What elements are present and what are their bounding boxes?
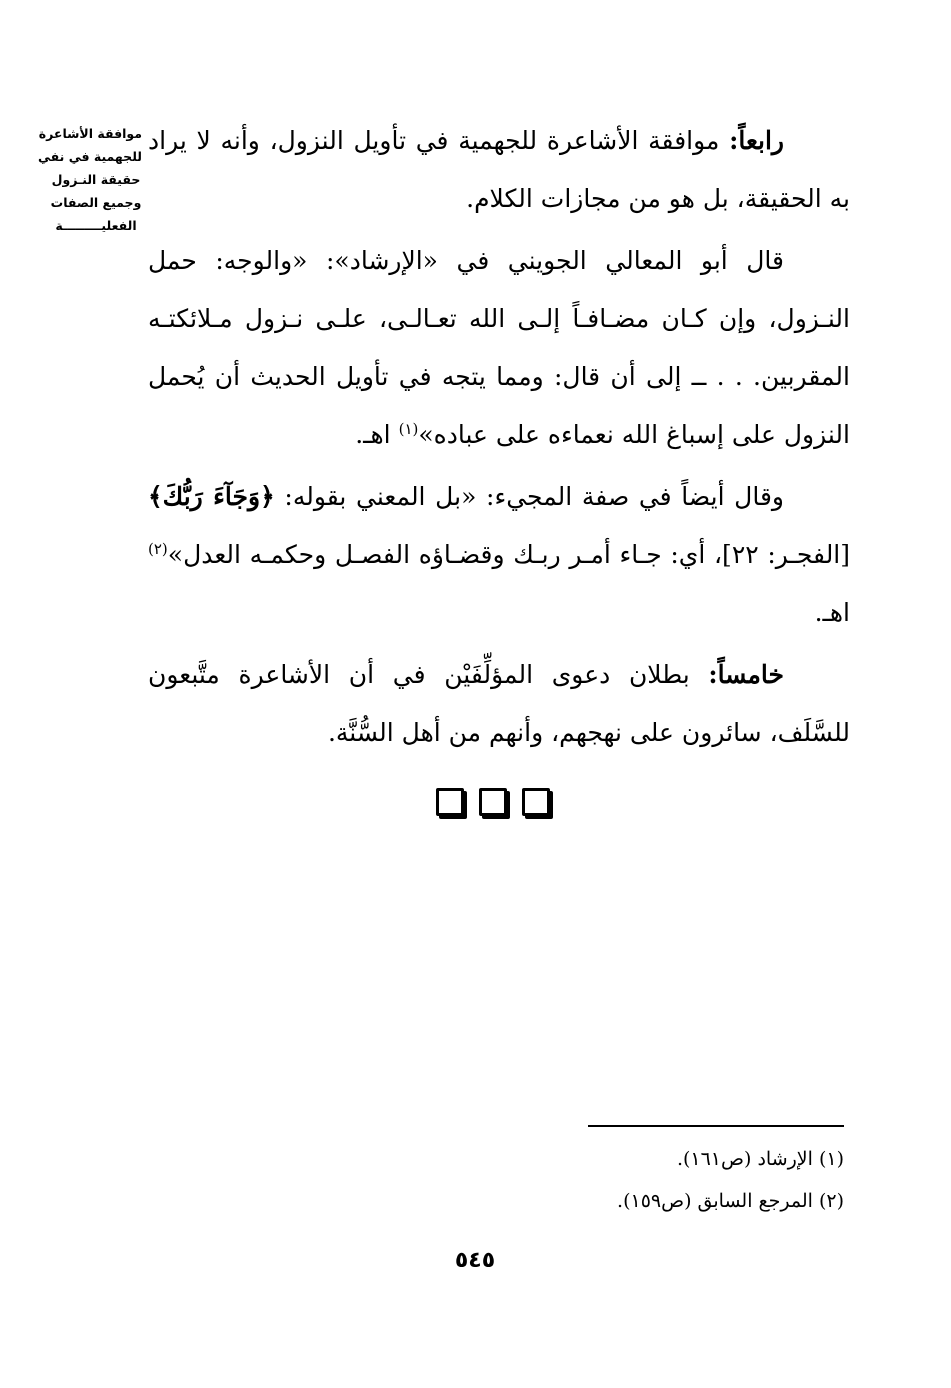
quran-verse: ﴿وَجَآءَ رَبُّكَ﴾ <box>148 482 275 511</box>
footnote-item: (٢) المرجع السابق (ص١٥٩). <box>617 1190 844 1212</box>
footnote-ref: (٢) <box>148 540 168 558</box>
section-divider-ornament <box>436 788 550 818</box>
margin-note-line: وجميع الصفات <box>50 195 142 210</box>
margin-note-line: حقيقة النـزول <box>51 172 141 187</box>
square-ornament-icon <box>436 788 464 816</box>
paragraph-fifth <box>148 646 850 762</box>
square-ornament-icon <box>479 788 507 816</box>
footnotes <box>430 1138 844 1222</box>
paragraph-text: [الفجـر: ٢٢]، أي: جـاء أمـر ربـك وقضـاؤه الفصـل وحكمـه العدل» <box>167 540 851 569</box>
paragraph-tail: اهـ. <box>814 598 850 627</box>
paragraph-text: قال أبو المعالي الجويني في «الإرشاد»: «والوجه: حمل النـزول، وإن كـان مضـافـاً إلـى الله تعـالـى، علـى نـزول مـلائكتـه المقربين. . . ــ إلى أن قال: ومما يتجه في تأويل الحديث أن يُحمل النزول على إسباغ الله نعماءه على عباده» <box>148 246 850 449</box>
paragraph-tail: اهـ. <box>355 420 399 449</box>
footnote-divider <box>588 1125 844 1127</box>
margin-note <box>38 122 142 237</box>
footnote-item: (١) الإرشاد (ص١٦١). <box>676 1148 844 1170</box>
paragraph-juwayni-quote <box>148 232 850 464</box>
margin-note-line: للجهمية في نفي <box>38 149 142 164</box>
paragraph-text: بطلان دعوى المؤلِّفَيْن في أن الأشاعرة متَّبعون للسَّلَف، سائرون على نهجهم، وأنهم من أهل السُّنَّة. <box>148 660 850 747</box>
paragraph-lead: خامساً: <box>708 660 784 689</box>
paragraph-text: وقال أيضاً في صفة المجيء: «بل المعني بقوله: <box>274 482 784 511</box>
margin-note-line: موافقة الأشاعرة <box>38 126 142 141</box>
square-ornament-icon <box>522 788 550 816</box>
paragraph-fourth <box>148 112 850 228</box>
page-number: ٥٤٥ <box>454 1248 496 1273</box>
paragraph-text: موافقة الأشاعرة للجهمية في تأويل النزول، وأنه لا يراد به الحقيقة، بل هو من مجازات الكلام. <box>148 126 850 213</box>
paragraph-lead: رابعاً: <box>729 126 784 155</box>
margin-note-line: الفعليـــــــــة <box>55 218 137 233</box>
paragraph-majee-quote <box>148 468 850 642</box>
main-text <box>148 112 850 762</box>
footnote-ref: (١) <box>398 420 419 438</box>
